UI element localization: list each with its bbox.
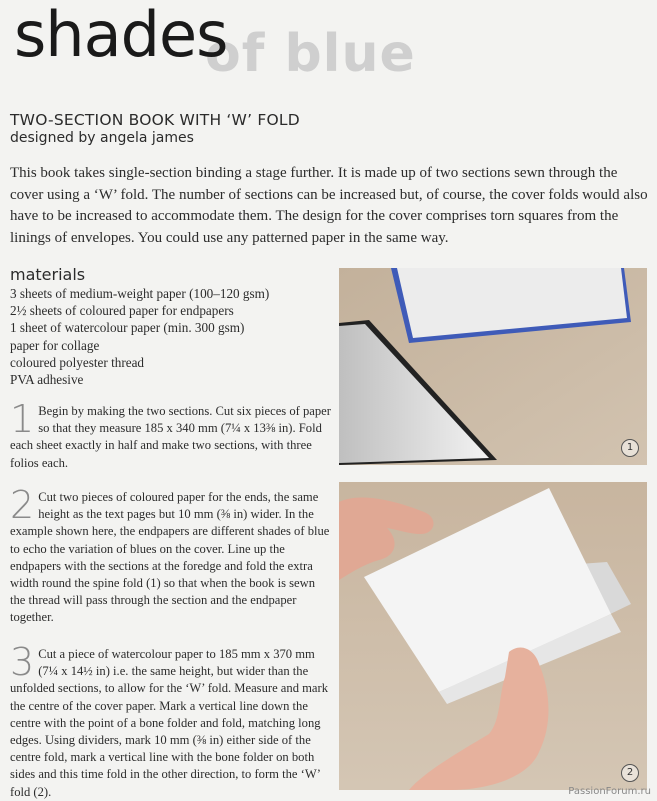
step-number: 2 [10,483,35,527]
step-1 [10,397,332,472]
step-text: Cut a piece of watercolour paper to 185 mm x 370 mm (7¼ x 14½ in) i.e. the same height, but wider than the unfolded sections, to allow for the ‘W’ fold. Measure and mark the centre of the cover paper. Mark a vertical line down the centre with the point of a bone folder and fold, matching long edges. Using dividers, mark 10 mm (⅜ in) either side of the centre fold, mark a vertical line with the bone folder on both sides and this time fold in the other direction, to form the ‘W’ fold (2). [10,647,329,799]
list-item: paper for collage [10,337,100,353]
list-item: 3 sheets of medium-weight paper (100–120 gsm) [10,286,270,301]
list-item: 2½ sheets of coloured paper for endpapers [10,303,234,319]
step-text: Begin by making the two sections. Cut six pieces of paper so that they measure 185 x 340 mm (7¼ x 13⅜ in). Fold each sheet exactly in half and make two sections, with three folios each. [10,404,331,470]
header-subtitle: of blue [205,24,416,84]
materials-heading: materials [10,265,86,284]
list-item: 1 sheet of watercolour paper (min. 300 gsm) [10,320,245,336]
list-item: coloured polyester thread [10,354,145,370]
list-item: PVA adhesive [10,372,84,388]
watermark-text: PassionForum.ru [568,786,651,797]
step-text: Cut two pieces of coloured paper for the ends, the same height as the text pages but 10 mm (⅜ in) wider. In the example shown here, the endpapers are different shades of blue to echo the variation of blues on the cover. Line up the endpapers with the sections at the foredge and fold the extra width round the spine fold (1) so that when the book is sewn the thread will pass through the section and the endpaper together. [10,490,330,625]
step-3 [10,640,332,801]
materials-list [10,285,269,388]
header-title: shades [14,0,228,71]
step-2 [10,483,332,627]
step-number: 1 [10,397,35,441]
photo-1-illustration [339,268,647,465]
photo-2-illustration [339,482,647,790]
photo-number-badge: 2 [621,764,639,782]
section-title: TWO-SECTION BOOK WITH ‘W’ FOLD [10,111,300,129]
intro-paragraph: This book takes single-section binding a stage further. It is made up of two sections sewn through the cover using a ‘W’ fold. The number of sections can be increased but, of course, the cover folds would also have to be increased to accommodate them. The design for the cover comprises torn squares from the linings of envelopes. You could use any patterned paper in the same way. [10,165,648,246]
designer-credit: designed by angela james [10,130,194,146]
photo-2 [339,482,647,790]
step-number: 3 [10,640,35,684]
photo-number-badge: 1 [621,439,639,457]
photo-1 [339,268,647,465]
